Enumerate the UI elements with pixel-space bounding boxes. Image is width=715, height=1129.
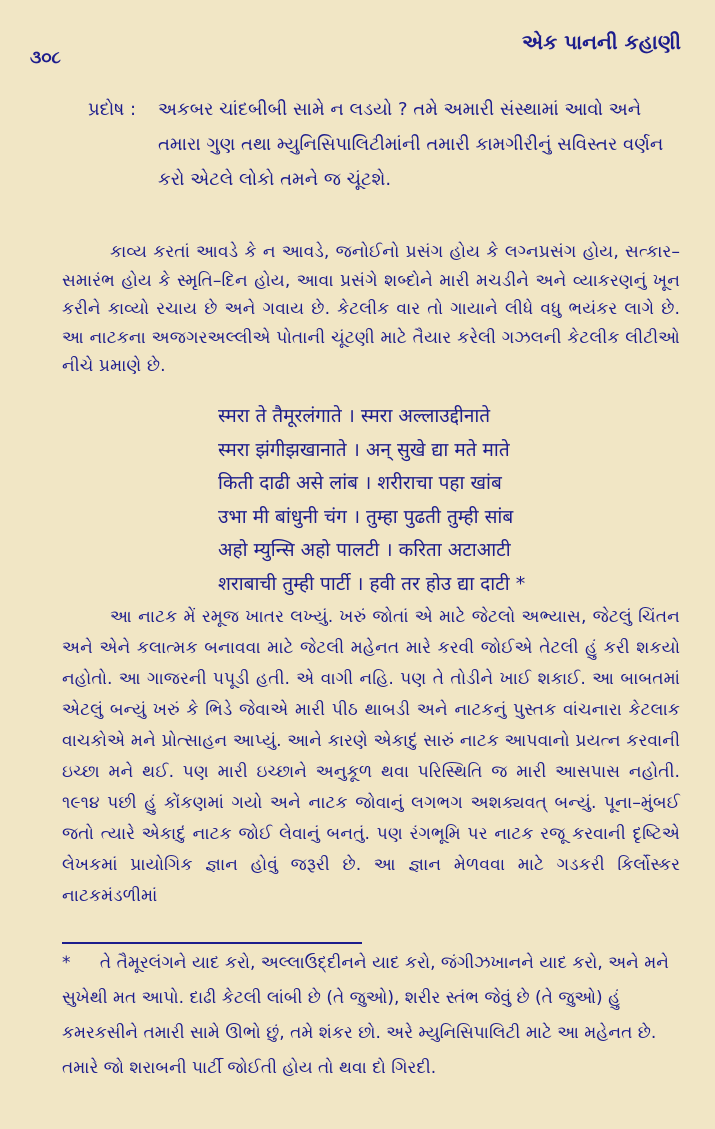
paragraph-text: કાવ્ય કરતાં આવડે કે ન આવડે, જનોઈનો પ્રસંગ હોય કે લગ્નપ્રસંગ હોય, સત્કાર–સમારંભ હોય કે સ્મૃતિ–દિન હોય, આવા પ્રસંગે શબ્દોને મારી મચડીને અને વ્યાકરણનું ખૂન કરીને કાવ્યો રચાય છે અને ગવાય છે. કેટલીક વાર તો ગાયાને લીધે વધુ ભયંકર લાગે છે. આ નાટકના અજગરઅલ્લીએ પોતાની ચૂંટણી માટે તૈયાર કરેલી ગઝલની કેટલીક લીટીઓ નીચે પ્રમાણે છે. [62, 242, 680, 376]
speaker-name: પ્રદોષ : [88, 99, 137, 120]
speech-text: અકબર ચાંદબીબી સામે ન લડયો ? તમે અમારી સંસ્થામાં આવો અને તમારા ગુણ તથા મ્યુનિસિપાલિટીમાંની તમારી કામગીરીનું સવિસ્તર વર્ણન કરો એટલે લોકો તમને જ ચૂંટશે. [158, 99, 664, 190]
page-header [0, 30, 715, 70]
running-title: એક પાનની કહાણી [522, 30, 681, 54]
footnote [62, 946, 680, 1086]
poem-block [218, 400, 678, 601]
page-number: ૩૦૮ [30, 48, 61, 68]
paragraph-text: આ નાટક મેં રમૂજ ખાતર લખ્યું. ખરું જોતાં એ માટે જેટલો અભ્યાસ, જેટલું ચિંતન અને એને કલાત્મક બનાવવા માટે જેટલી મહેનત મારે કરવી જોઈએ તેટલી હું કરી શકયો નહોતો. આ ગાજરની પપૂડી હતી. એ વાગી નહિ. પણ તે તોડીને ખાઈ શકાઈ. આ બાબતમાં એટલું બન્યું ખરું કે ભિડે જેવાએ મારી પીઠ થાબડી અને નાટકનું પુસ્તક વાંચનારા કેટલાક વાચકોએ મને પ્રોત્સાહન આપ્યું. આને કારણે એકાદું સારું નાટક આપવાનો પ્રયત્ન કરવાની ઇચ્છા મને થઈ. પણ મારી ઇચ્છાને અનુકૂળ થવા પરિસ્થિતિ જ મારી આસપાસ નહોતી. ૧૯૧૪ પછી હું કોંકણમાં ગયો અને નાટક જોવાનું લગભગ અશક્યવત્ બન્યું. પૂના–મુંબઈ જતો ત્યારે એકાદું નાટક જોઈ લેવાનું બનતું. પણ રંગભૂમિ પર નાટક રજૂ કરવાની દૃષ્ટિએ લેખકમાં પ્રાયોગિક જ્ઞાન હોવું જરૂરી છે. આ જ્ઞાન મેળવવા માટે ગડકરી કિર્લોસ્કર નાટકમંડળીમાં [62, 607, 680, 906]
paragraph-main [62, 602, 680, 912]
footnote-divider [62, 942, 362, 944]
poem-line: शराबाची तुम्ही पार्टी । हवी तर होउ द्या दाटी * [218, 572, 526, 595]
paragraph-intro [62, 238, 680, 381]
poem-line: अहो म्युन्सि अहो पालटी । करिता अटाआटी [218, 539, 511, 561]
footnote-text: તે તૈમૂરલંગને યાદ કરો, અલ્લાઉદ્દીનને યાદ કરો, જંગીઝખાનને યાદ કરો, અને મને સુખેથી મત આપો. દાઢી કેટલી લાંબી છે (તે જુઓ), શરીર સ્તંભ જેવું છે (તે જુઓ) હું કમરકસીને તમારી સામે ઊભો છું, તમે શંકર છો. અરે મ્યુનિસિપાલિટી માટે આ મહેનત છે. તમારે જો શરાબની પાર્ટી જોઈતી હોય તો થવા દો ગિરદી. [62, 953, 669, 1078]
poem-line: स्मरा ते तैमूरलंगाते । स्मरा अल्लाउद्दीनाते [218, 405, 491, 427]
poem-line: उभा मी बांधुनी चंग । तुम्हा पुढती तुम्ही सांब [218, 505, 514, 528]
poem-line: किती दाढी असे लांब । शरीराचा पहा खांब [218, 472, 502, 494]
poem-line: स्मरा झंगीझखानाते । अन् सुखे द्या मते माते [218, 438, 510, 461]
footnote-marker: * [62, 953, 71, 973]
